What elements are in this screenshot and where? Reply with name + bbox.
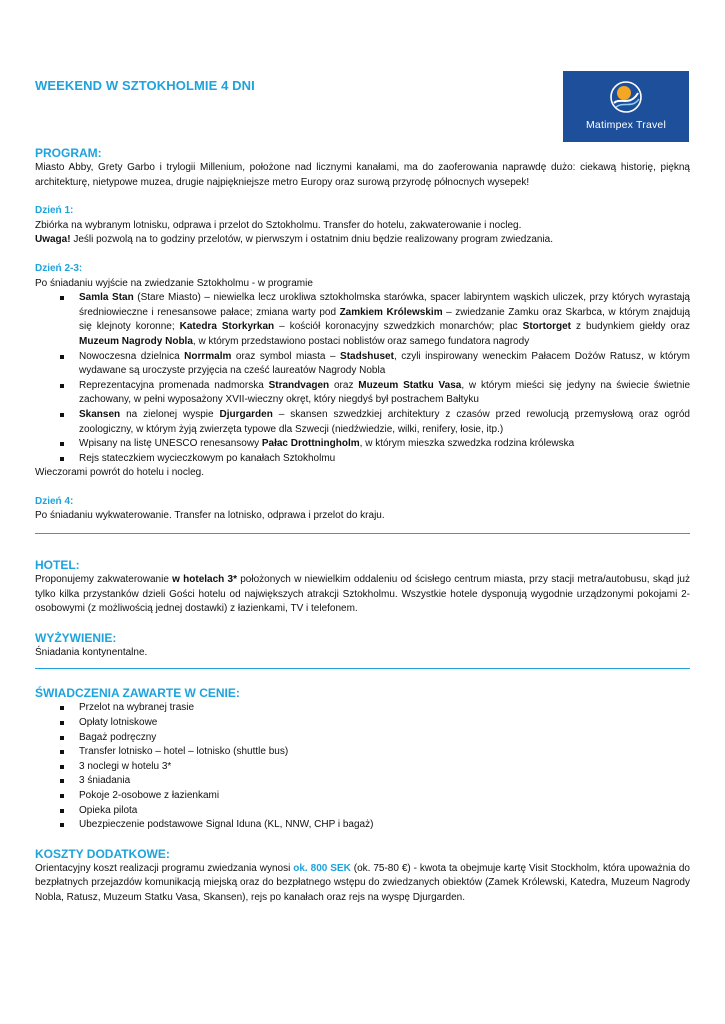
day23-list <box>35 291 690 466</box>
included-heading: ŚWIADCZENIA ZAWARTE W CENIE: <box>35 686 240 701</box>
logo-emblem-icon <box>606 77 646 117</box>
included-list-item: Ubezpieczenie podstawowe Signal Iduna (KL, NNW, CHP i bagaż) <box>35 818 690 833</box>
included-list-item: Przelot na wybranej trasie <box>35 701 690 716</box>
program-list-item: Samla Stan (Stare Miasto) – niewielka lecz urokliwa sztokholmska starówka, spacer labiryntem wąskich uliczek, przy których wyrastają średniowieczne i renesansowe pałace; zmiana warty pod Zamkiem Królewskim – zwiedzanie Zamku oraz Skarbca, w którym znajdują się klejnoty koronne; Katedra Storkyrkan – kościół koronacyjny szwedzkich monarchów; plac Stortorget z budynkiem giełdy oraz Muzeum Nagrody Nobla, w którym przedstawiono postaci noblistów oraz samego fundatora nagrody <box>35 291 690 349</box>
program-heading: PROGRAM: <box>35 146 102 160</box>
extra-price: ok. 800 SEK <box>293 862 351 874</box>
company-logo <box>563 71 689 142</box>
included-list-item: 3 śniadania <box>35 774 690 789</box>
included-list-item: Opłaty lotniskowe <box>35 716 690 731</box>
extra-text: Orientacyjny koszt realizacji programu zwiedzania wynosi ok. 800 SEK (ok. 75-80 €) - kwota ta obejmuje kartę Visit Stockholm, która upoważnia do bezpłatnych przejazdów komunikacją miejską oraz do bezpłatnego wstępu do zwiedzanych obiektów (Zamek Królewski, Katedra, Muzeum Nagrody Nobla, Ratusz, Muzeum Statku Vasa, Skansen), rejs po kanałach oraz rejs na wyspę Djurgarden. <box>35 862 690 903</box>
logo-text: Matimpex Travel <box>585 119 667 131</box>
document-body <box>35 146 690 906</box>
included-list-item: 3 noclegi w hotelu 3* <box>35 760 690 775</box>
day1-note-label: Uwaga! <box>35 234 71 246</box>
included-list <box>35 701 690 832</box>
included-list-item: Bagaż podręczny <box>35 731 690 746</box>
food-text: Śniadania kontynentalne. <box>35 646 148 658</box>
program-list-item: Reprezentacyjna promenada nadmorska Strandvagen oraz Muzeum Statku Vasa, w którym mieści się jedyny na świecie świetnie zachowany, w pełni wyposażony XVII-wieczny okręt, który niegdyś był postrachem Bałtyku <box>35 379 690 408</box>
day23-label: Dzień 2-3: <box>35 262 83 274</box>
program-intro: Miasto Abby, Grety Garbo i trylogii Millenium, położone nad licznymi kanałami, ma do zaoferowania naprawdę dużo: ciekawą historię, piękną architekturę, nietypowe muzea, drugie najpiękniejsze metro Europy oraz surową przyrodę północnych wysepek! <box>35 162 690 188</box>
food-heading: WYŻYWIENIE: <box>35 630 117 645</box>
day23-outro: Wieczorami powrót do hotelu i nocleg. <box>35 467 204 479</box>
hotel-heading: HOTEL: <box>35 558 80 573</box>
included-list-item: Opieka pilota <box>35 804 690 819</box>
program-list-item: Skansen na zielonej wyspie Djurgarden – skansen szwedzkiej architektury z czasów przed rewolucją przemysłową oraz ogród zoologiczny, w którym żyją zwierzęta typowe dla Szwecji (niedźwiedzie, wilki, renifery, łosie, itp.) <box>35 408 690 437</box>
day23-intro: Po śniadaniu wyjście na zwiedzanie Sztokholmu - w programie <box>35 277 313 289</box>
extra-heading: KOSZTY DODATKOWE: <box>35 846 170 861</box>
day1-note-text: Jeśli pozwolą na to godziny przelotów, w pierwszym i ostatnim dniu będzie realizowany program zwiedzania. <box>70 234 554 246</box>
included-list-item: Pokoje 2-osobowe z łazienkami <box>35 789 690 804</box>
day1-label: Dzień 1: <box>35 205 74 217</box>
day1-note <box>35 233 690 248</box>
day4-label: Dzień 4: <box>35 495 74 507</box>
day4-text: Po śniadaniu wykwaterowanie. Transfer na lotnisko, odprawa i przelot do kraju. <box>35 510 385 522</box>
program-list-item: Nowoczesna dzielnica Norrmalm oraz symbol miasta – Stadshuset, czyli inspirowany weneckim Pałacem Dożów Ratusz, w którym wydawane są uroczyste przyjęcia na cześć laureatów Nagrody Nobla <box>35 350 690 379</box>
included-list-item: Transfer lotnisko – hotel – lotnisko (shuttle bus) <box>35 745 690 760</box>
day1-text: Zbiórka na wybranym lotnisku, odprawa i przelot do Sztokholmu. Transfer do hotelu, zakwaterowanie i nocleg. <box>35 219 522 231</box>
hotel-text: Proponujemy zakwaterowanie w hotelach 3* położonych w niewielkim oddaleniu od ścisłego centrum miasta, przy stacji metra/autobusu, skąd już tylko kilka przystanków dzieli Gości hotelu od największych atrakcji Sztokholmu. Wszystkie hotele dysponują wygodnie urządzonymi pokojami 2-osobowymi (z możliwością jednej dostawki) z łazienkami, TV i telefonem. <box>35 574 690 615</box>
program-list-item: Rejs stateczkiem wycieczkowym po kanałach Sztokholmu <box>35 452 690 467</box>
document-title: WEEKEND W SZTOKHOLMIE 4 DNI <box>35 78 255 93</box>
program-list-item: Wpisany na listę UNESCO renesansowy Pałac Drottningholm, w którym mieszka szwedzka rodzina królewska <box>35 437 690 452</box>
